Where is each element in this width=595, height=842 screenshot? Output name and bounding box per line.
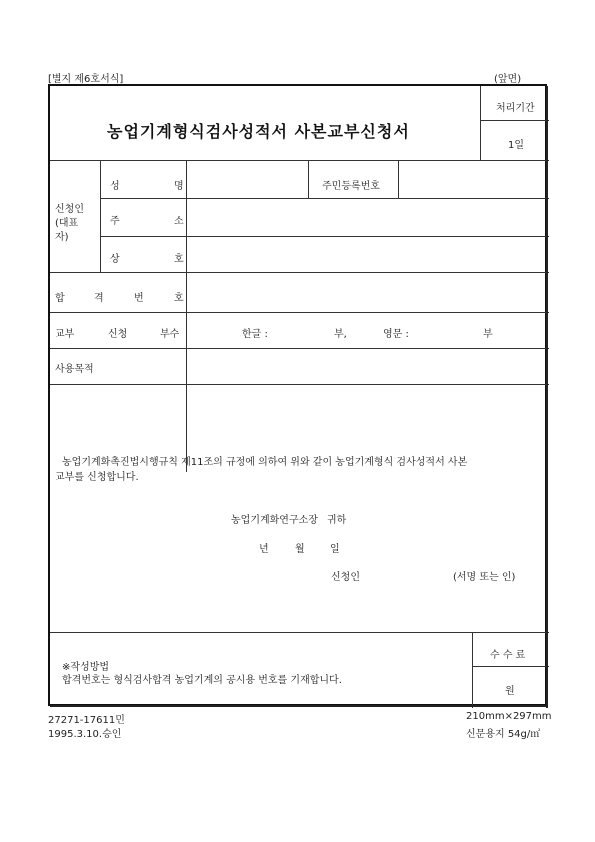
divider — [100, 236, 549, 237]
korean-copies-label: 한글 : — [242, 329, 268, 340]
english-copies-field[interactable] — [420, 318, 480, 340]
copies-label: 교부 — [55, 329, 75, 340]
divider — [50, 272, 549, 273]
divider — [472, 632, 473, 708]
instructions-title: ※작성방법 — [62, 662, 110, 673]
divider — [472, 666, 549, 667]
instructions-text: 합격번호는 형식검사합격 농업기계의 공시용 번호를 기재합니다. — [62, 675, 342, 686]
english-copies-label: 영문 : — [383, 329, 409, 340]
company-label: 호 — [174, 254, 184, 265]
pass-number-label: 번 — [134, 293, 144, 304]
paper-size: 210mm×297mm — [466, 711, 552, 722]
company-field[interactable] — [188, 238, 546, 270]
applicant-signature-label: 신청인 — [331, 572, 360, 583]
pass-number-label: 합 — [55, 293, 65, 304]
processing-period-label: 처리기간 — [496, 103, 535, 114]
divider — [50, 632, 549, 633]
application-form — [48, 84, 547, 706]
pass-number-field[interactable] — [188, 274, 546, 310]
applicant-group-label: (대표 — [55, 218, 79, 229]
pass-number-label: 호 — [174, 293, 184, 304]
resident-number-field[interactable] — [400, 162, 546, 196]
honorific: 귀하 — [327, 515, 347, 526]
divider — [186, 160, 187, 472]
pass-number-label: 격 — [94, 293, 104, 304]
divider — [480, 120, 549, 121]
form-title: 농업기계형식검사성적서 사본교부신청서 — [107, 122, 410, 141]
applicant-group-label: 자) — [55, 232, 69, 243]
divider — [480, 86, 481, 160]
purpose-field[interactable] — [188, 350, 546, 382]
page-side-label: (앞면) — [494, 74, 522, 85]
copies-label: 부수 — [160, 329, 180, 340]
divider — [398, 160, 399, 198]
declaration-text: 교부를 신청합니다. — [55, 472, 139, 483]
divider — [50, 384, 549, 385]
date-year: 년 — [259, 544, 269, 555]
approval-date: 1995.3.10.승인 — [48, 729, 122, 740]
english-copies-unit: 부 — [483, 329, 493, 340]
form-shadow-edge — [50, 705, 548, 707]
date-month: 월 — [295, 544, 305, 555]
recipient: 농업기계화연구소장 — [231, 515, 318, 526]
divider — [50, 160, 549, 161]
paper-type: 신문용지 54g/㎡ — [466, 729, 541, 740]
signature-area[interactable] — [370, 562, 450, 584]
divider — [100, 160, 101, 272]
divider — [50, 348, 549, 349]
address-field[interactable] — [188, 200, 546, 234]
declaration-text: 농업기계화촉진법시행규칙 제11조의 규정에 의하여 위와 같이 농업기계형식 검사성적서 사본 — [62, 457, 468, 468]
form-code: 27271-17611민 — [48, 715, 125, 726]
signature-note: (서명 또는 인) — [453, 572, 516, 583]
resident-number-label: 주민등록번호 — [322, 181, 380, 192]
korean-copies-field[interactable] — [278, 318, 332, 340]
applicant-group-label: 신청인 — [55, 204, 84, 215]
copies-label: 신청 — [108, 329, 128, 340]
form-number: [별지 제6호서식] — [48, 74, 124, 85]
korean-copies-unit: 부, — [334, 329, 347, 340]
address-label: 주 — [110, 216, 120, 227]
name-field[interactable] — [188, 162, 306, 196]
fee-label: 수 수 료 — [490, 650, 526, 661]
divider — [308, 160, 309, 198]
company-label: 상 — [110, 254, 120, 265]
address-label: 소 — [174, 216, 184, 227]
name-label: 명 — [174, 181, 184, 192]
purpose-label: 사용목적 — [55, 364, 94, 375]
fee-unit: 원 — [505, 686, 515, 697]
divider — [100, 198, 549, 199]
processing-period-value: 1일 — [508, 140, 525, 151]
date-day: 일 — [330, 544, 340, 555]
form-shadow-edge — [546, 86, 548, 708]
name-label: 성 — [110, 181, 120, 192]
divider — [50, 312, 549, 313]
